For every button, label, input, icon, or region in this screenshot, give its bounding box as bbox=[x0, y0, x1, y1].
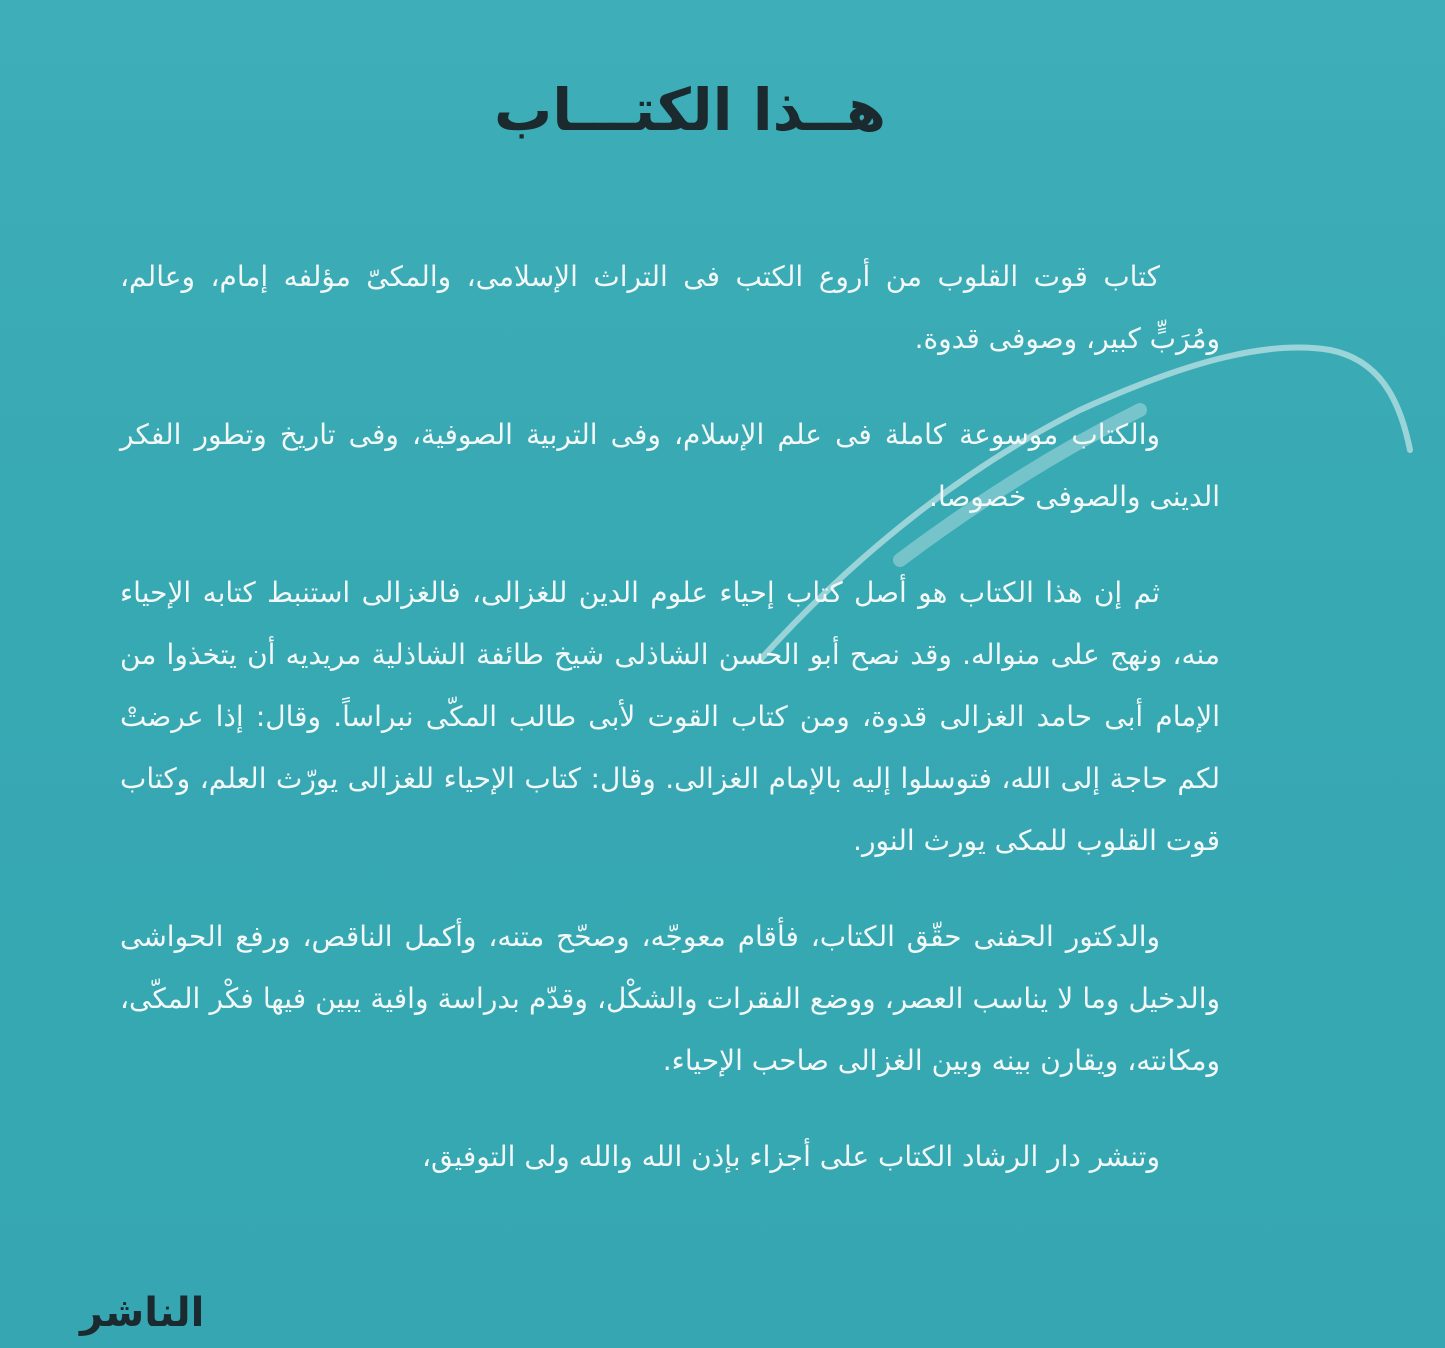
paragraph-publisher-note: وتنشر دار الرشاد الكتاب على أجزاء بإذن الله والله ولى التوفيق، bbox=[422, 1140, 1160, 1173]
publisher-signature: الناشر bbox=[80, 1290, 205, 1336]
paragraph-ihya-origin: ثم إن هذا الكتاب هو أصل كتاب إحياء علوم الدين للغزالى، فالغزالى استنبط كتابه الإحياء منه، ونهج على منواله. وقد نصح أبو الحسن الشاذلى شيخ طائفة الشاذلية مريديه أن يتخذوا من الإمام أبى حامد الغزالى قدوة، ومن كتاب القوت لأبى طالب المكّى نبراساً. وقال: إذا عرضتْ لكم حاجة إلى الله، فتوسلوا إليه بالإمام الغزالى. وقال: كتاب الإحياء للغزالى يورّث العلم، وكتاب قوت القلوب للمكى يورث النور. bbox=[120, 576, 1220, 857]
page-title: هــذا الكتـــاب bbox=[493, 76, 887, 144]
body-text bbox=[120, 246, 1220, 1188]
paragraph-editor: والدكتور الحفنى حقّق الكتاب، فأقام معوجّه، وصحّح متنه، وأكمل الناقص، ورفع الحواشى والدخيل وما لا يناسب العصر، ووضع الفقرات والشكْل، وقدّم بدراسة وافية يبين فيها فكْر المكّى، ومكانته، ويقارن بينه وبين الغزالى صاحب الإحياء. bbox=[120, 920, 1220, 1077]
paragraph-intro: كتاب قوت القلوب من أروع الكتب فى التراث الإسلامى، والمكىّ مؤلفه إمام، وعالم، ومُرَبٍّ كبير، وصوفى قدوة. bbox=[120, 260, 1220, 355]
paragraph-encyclopedia: والكتاب موسوعة كاملة فى علم الإسلام، وفى التربية الصوفية، وفى تاريخ وتطور الفكر الدينى والصوفى خصوصا. bbox=[120, 418, 1220, 513]
